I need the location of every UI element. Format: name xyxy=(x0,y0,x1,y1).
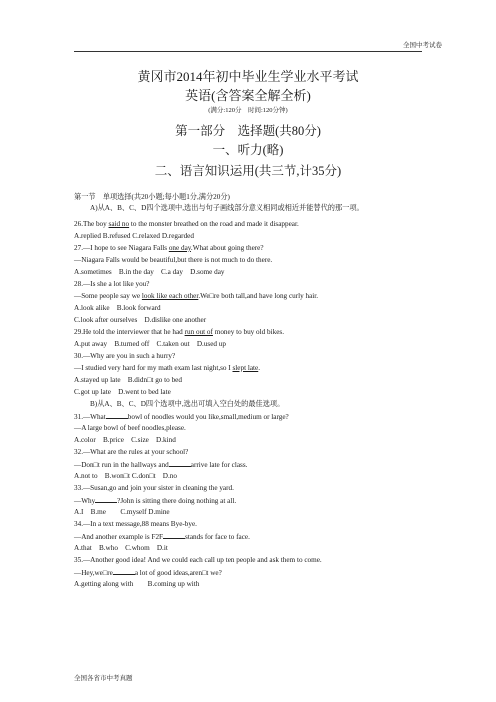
question-35-line2: —Hey,we□re a lot of good ideas,aren□t we? xyxy=(74,569,222,577)
question-28: 28.—Is she a lot like you? xyxy=(74,280,150,288)
question-27-options: A.sometimes B.in the day C.a day D.some day xyxy=(74,268,225,276)
question-33: 33.—Susan,go and join your sister in cleaning the yard. xyxy=(74,484,234,492)
question-31-options: A.color B.price C.size D.kind xyxy=(74,436,176,444)
question-26: 26.The boy said no to the monster breathed on the road and made it disappear. xyxy=(74,220,299,228)
question-30-options-2: C.got up late D.went to bed late xyxy=(74,388,171,396)
answer-blank[interactable] xyxy=(163,531,185,539)
part-one-heading: 第一部分 选择题(共80分) xyxy=(175,124,321,138)
answer-blank[interactable] xyxy=(106,411,128,419)
question-31: 31.—What bowl of noodles would you like,small,medium or large? xyxy=(74,413,289,421)
question-26-options: A.replied B.refused C.relaxed D.regarded xyxy=(74,232,194,240)
question-33-line2: —Why ?John is sitting there doing nothing at all. xyxy=(74,497,237,505)
question-34: 34.—In a text message,88 means Bye-bye. xyxy=(74,520,197,528)
question-29: 29.He told the interviewer that he had run out of money to buy old bikes. xyxy=(74,328,285,336)
question-33-options: A.I B.me C.myself D.mine xyxy=(74,508,170,516)
question-30-line2: —I studied very hard for my math exam last night,so I slept late. xyxy=(74,364,261,372)
listening-heading: 一、听力(略) xyxy=(212,143,284,157)
header-site-label: 全国中考试卷 xyxy=(403,41,442,49)
question-32: 32.—What are the rules at your school? xyxy=(74,448,189,456)
question-31-line2: —A large bowl of beef noodles,please. xyxy=(74,424,186,432)
question-28-options-2: C.look after ourselves D.dislike one another xyxy=(74,316,207,324)
question-30-options-1: A.stayed up late B.didn□t go to bed xyxy=(74,376,182,384)
question-32-options: A.not to B.won□t C.don□t D.no xyxy=(74,472,177,480)
exam-info: (满分:120分 时间:120分钟) xyxy=(208,107,288,114)
question-35-options: A.getting along with B.coming up with xyxy=(74,580,200,588)
exam-subject: 英语(含答案全解全析) xyxy=(185,88,311,103)
answer-blank[interactable] xyxy=(169,459,191,467)
exam-title: 黄冈市2014年初中毕业生学业水平考试 xyxy=(137,69,359,84)
language-heading: 二、语言知识运用(共三节,计35分) xyxy=(154,164,342,178)
instruction-a: A)从A、B、C、D四个选项中,选出与句子画线部分意义相同或相近并能替代的那一项。 xyxy=(90,204,364,212)
answer-blank[interactable] xyxy=(95,495,117,503)
section-one-heading: 第一节 单项选择(共20小题;每小题1分,满分20分) xyxy=(74,193,230,201)
question-34-line2: —And another example is F2F stands for face to face. xyxy=(74,533,250,541)
question-34-options: A.that B.who C.whom D.it xyxy=(74,544,168,552)
question-28-options-1: A.look alike B.look forward xyxy=(74,304,161,312)
question-30: 30.—Why are you in such a hurry? xyxy=(74,352,176,360)
question-27: 27.—I hope to see Niagara Falls one day.What about going there? xyxy=(74,244,264,252)
question-27-line2: —Niagara Falls would be beautiful,but there is not much to do there. xyxy=(74,256,273,264)
header-rule xyxy=(74,51,422,52)
question-28-line2: —Some people say we look like each other.We□re both tall,and have long curly hair. xyxy=(74,292,319,300)
question-29-options: A.put away B.turned off C.taken out D.used up xyxy=(74,340,226,348)
question-35: 35.—Another good idea! And we could each call up ten people and ask them to come. xyxy=(74,556,322,564)
footer-label: 全国各省市中考真题 xyxy=(74,674,133,682)
instruction-b: B)从A、B、C、D四个选项中,选出可填入空白处的最佳选项。 xyxy=(90,400,285,408)
answer-blank[interactable] xyxy=(113,567,135,575)
question-32-line2: —Don□t run in the hallways and arrive late for class. xyxy=(74,461,248,469)
